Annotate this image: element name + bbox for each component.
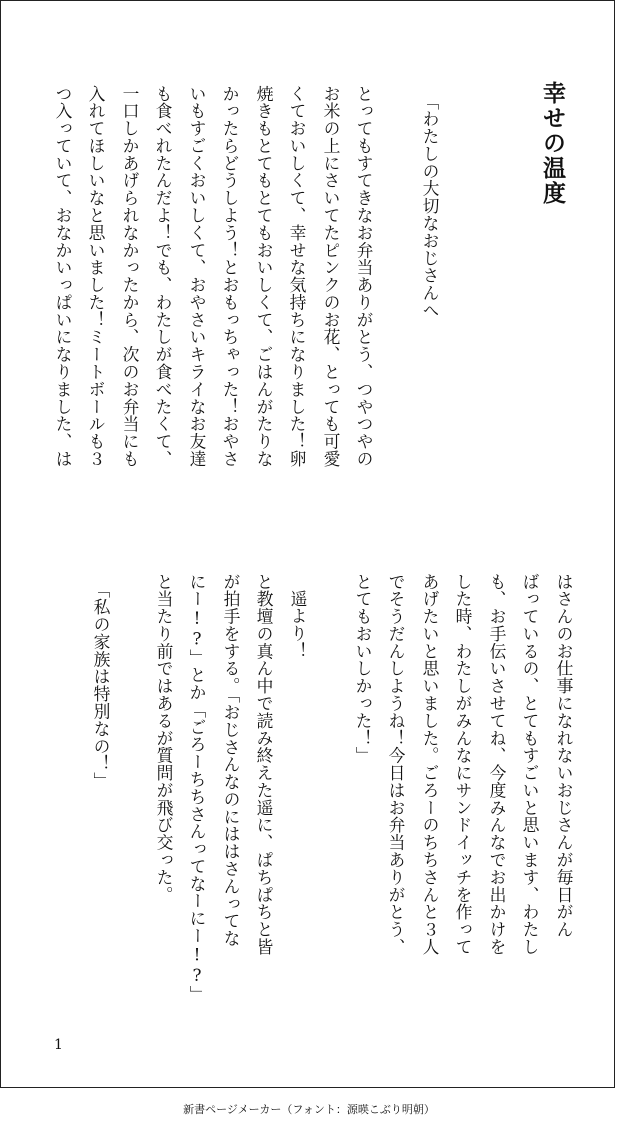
text-line: とてもおいしかった！」 <box>353 573 373 765</box>
page-number: 1 <box>54 1037 63 1053</box>
footer-caption: 新書ページメーカー（フォント：源暎こぶり明朝） <box>183 1103 435 1116</box>
text-line: と当たり前ではあるが質問が飛び交った。 <box>154 573 174 904</box>
text-line: 遥より！ <box>288 590 308 660</box>
text-line: 入れてほしいなと思いました！ミートボールも３ <box>86 85 106 468</box>
text-line: とってもすてきなお弁当ありがとう、つやつやの <box>354 85 374 468</box>
text-line: かったらどうしよう！とおもっちゃった！おやさ <box>220 85 240 468</box>
text-line: くておいしくて、幸せな気持ちになりました！卵 <box>287 85 307 468</box>
text-line: した時、わたしがみんなにサンドイッチを作って <box>453 573 473 956</box>
text-line: も食べれたんだよ！でも、わたしが食べたくて、 <box>153 85 173 468</box>
text-line: あげたいと思いました。ごろーのちちさんと３人 <box>420 573 440 956</box>
text-line: 一口しかあげられなかったから、次のお弁当にも <box>120 85 140 468</box>
text-line: はさんのお仕事になれないおじさんが毎日がん <box>554 573 574 939</box>
text-line: にー!?」とか「ごろーちちさんってなーにー!?」 <box>187 573 207 1004</box>
text-line: も、お手伝いさせてね、今度みんなでお出かけを <box>487 573 507 956</box>
text-line: いもすごくおいしくて、おやさいキライなお友達 <box>187 85 207 468</box>
text-line: ばっているの、とてもすごいと思います、わたし <box>520 573 540 956</box>
text-line: 「私の家族は特別なの！」 <box>91 581 111 790</box>
text-line: と教壇の真ん中で読み終えた遥に、ぱちぱちと皆 <box>254 573 274 956</box>
page-title: 幸せの温度 <box>539 81 566 206</box>
text-line: 焼きもとてもとてもおいしくて、ごはんがたりな <box>254 85 274 468</box>
text-line: が拍手をする。「おじさんなのにははさんってな <box>221 573 241 948</box>
text-line: でそうだんしようね！今日はお弁当ありがとう、 <box>386 573 406 956</box>
text-line: つ入っていて、おなかいっぱいになりました、は <box>53 85 73 468</box>
text-line: お米の上にさいてたピンクのお花、とっても可愛 <box>321 85 341 468</box>
text-line: 「わたしの大切なおじさんへ <box>420 93 440 320</box>
